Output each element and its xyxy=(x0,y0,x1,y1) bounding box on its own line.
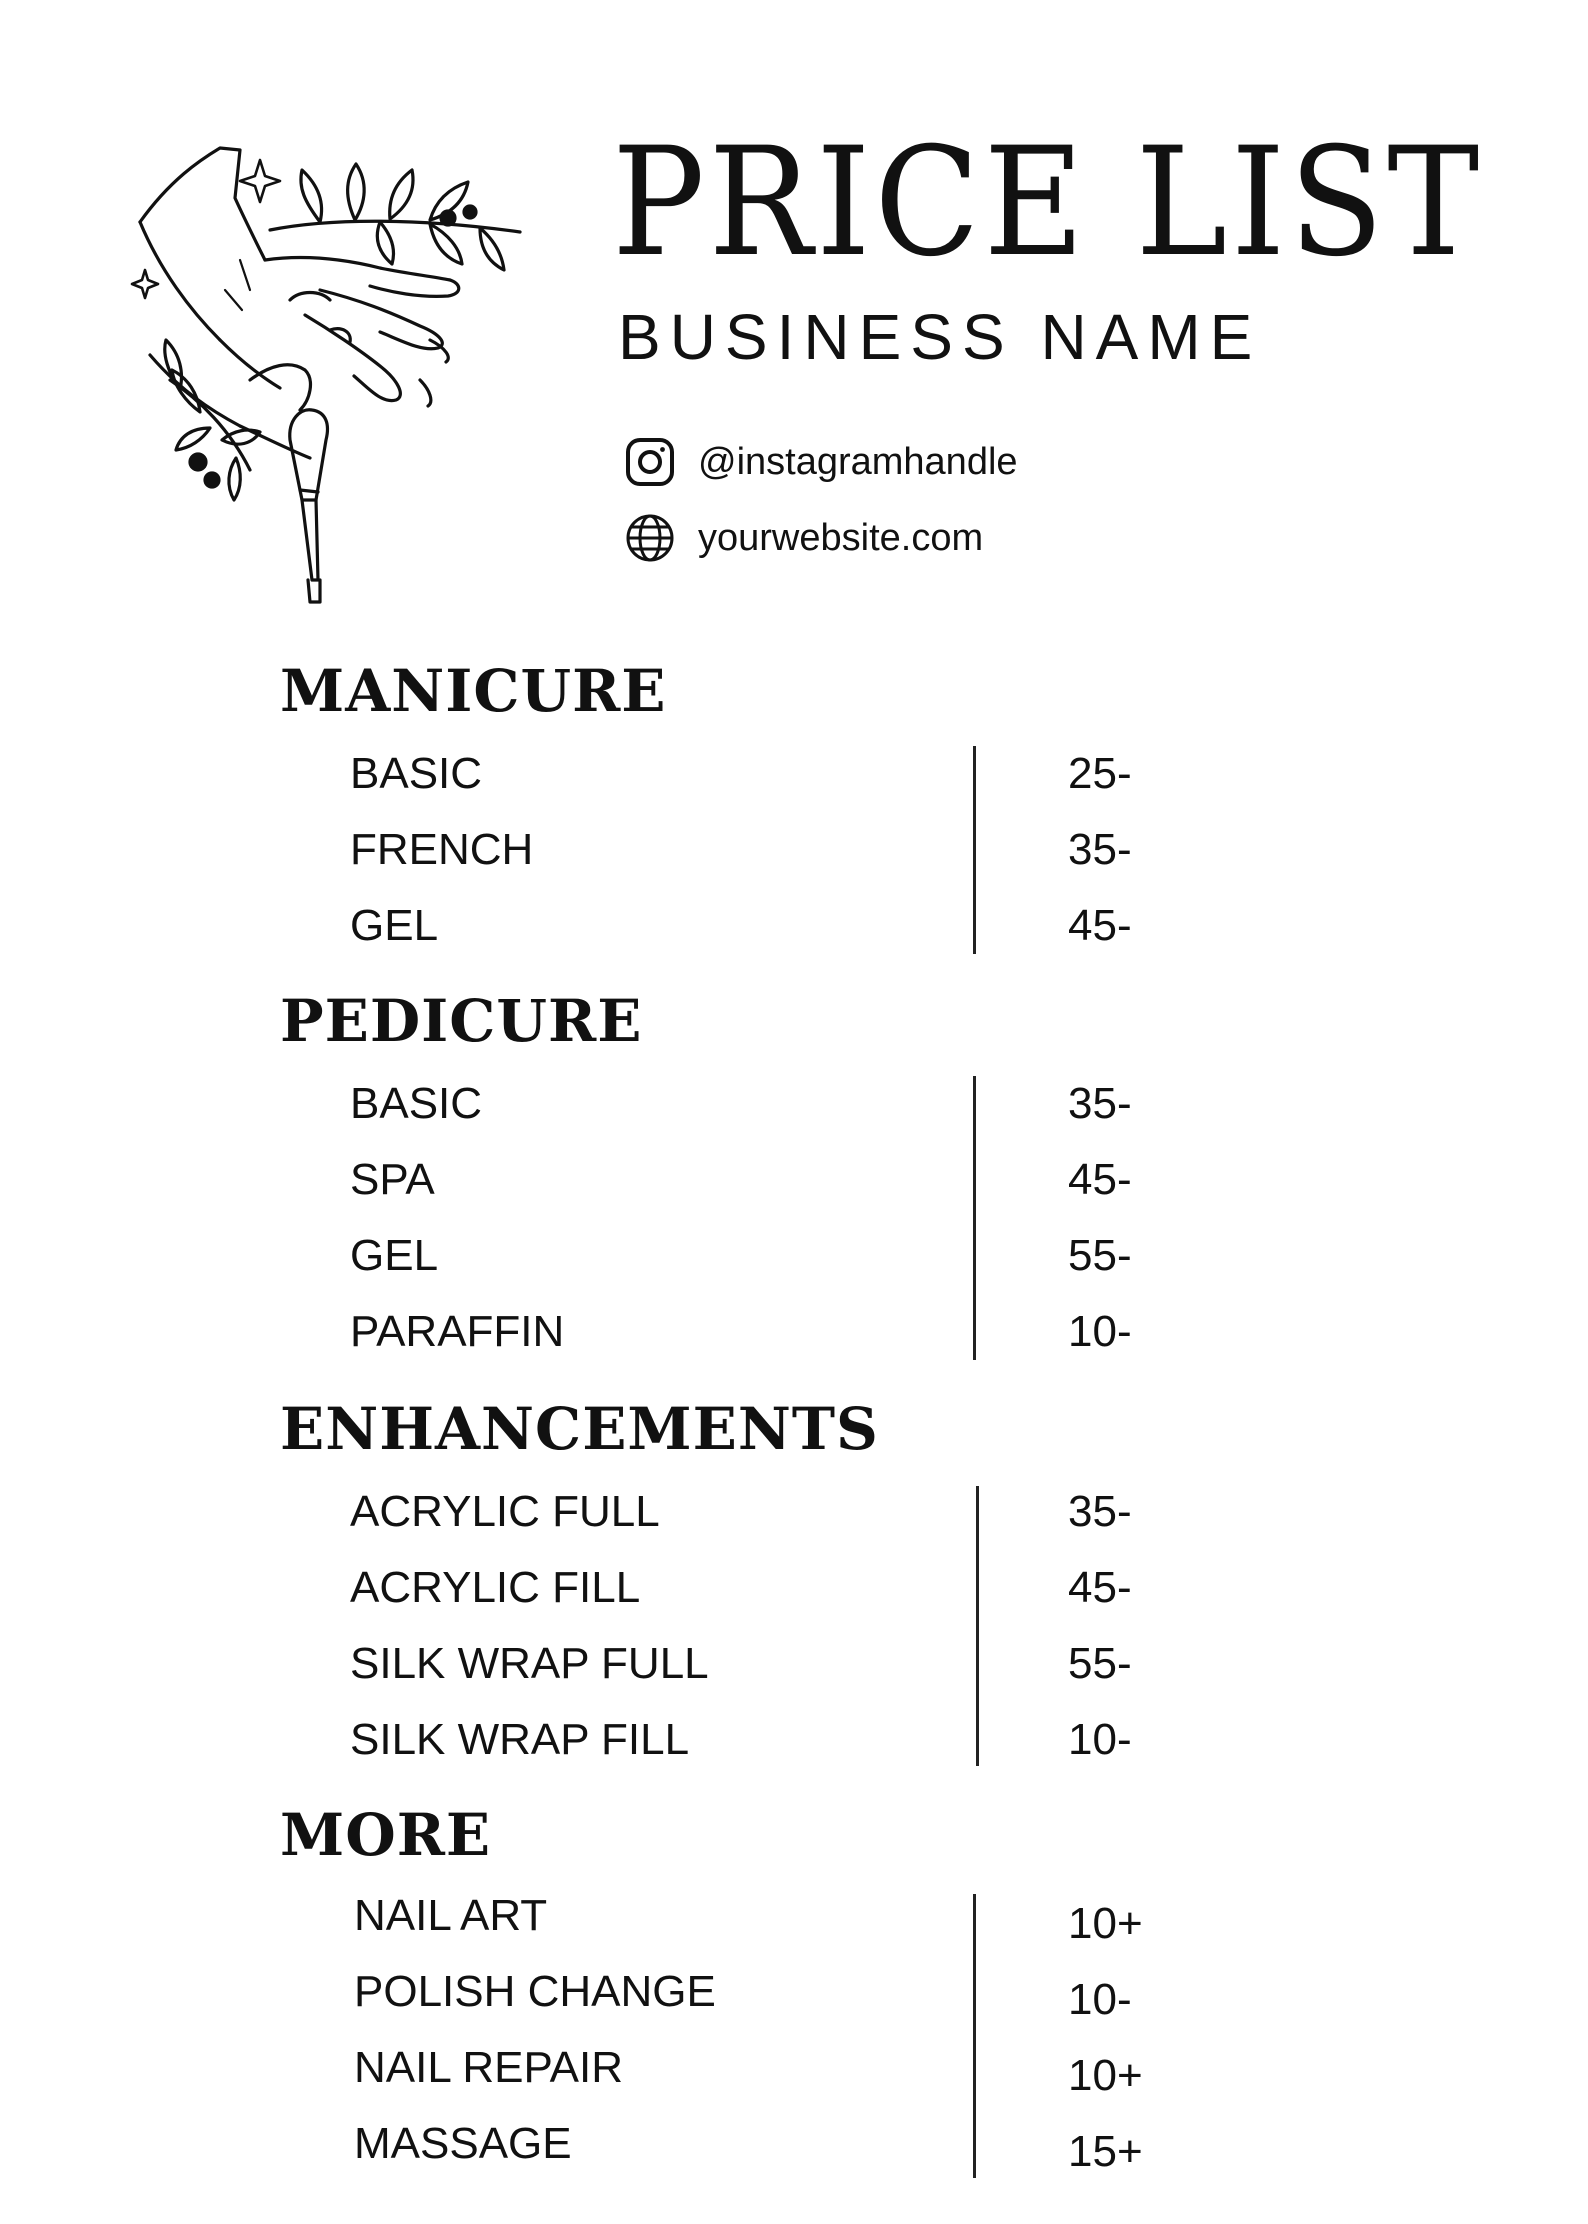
section-title: MANICURE xyxy=(280,657,667,725)
item-price: 15+ xyxy=(1068,2127,1143,2176)
section-more xyxy=(0,1800,1588,2180)
item-price: 10- xyxy=(1068,1307,1132,1356)
section-enhancements xyxy=(0,1394,1588,1774)
section-title: ENHANCEMENTS xyxy=(280,1395,879,1463)
price-item xyxy=(0,1302,1588,1362)
price-item xyxy=(0,820,1588,880)
item-name: SILK WRAP FULL xyxy=(350,1639,709,1688)
price-item xyxy=(0,744,1588,804)
item-name: MASSAGE xyxy=(354,2119,572,2168)
item-price: 55- xyxy=(1068,1231,1132,1280)
price-item xyxy=(0,1074,1588,1134)
price-item xyxy=(0,896,1588,956)
price-item xyxy=(0,1710,1588,1770)
business-name: BUSINESS NAME xyxy=(618,301,1262,373)
price-item xyxy=(0,1886,1588,1946)
item-name: NAIL REPAIR xyxy=(354,2043,623,2092)
item-name: NAIL ART xyxy=(354,1891,548,1940)
item-price: 35- xyxy=(1068,825,1132,874)
item-price: 35- xyxy=(1068,1079,1132,1128)
item-price: 10+ xyxy=(1068,1899,1143,1948)
price-item xyxy=(0,1150,1588,1210)
price-item xyxy=(0,1962,1588,2022)
price-item xyxy=(0,2038,1588,2098)
item-price: 35- xyxy=(1068,1487,1132,1536)
instagram-icon xyxy=(622,434,678,490)
instagram-handle: @instagramhandle xyxy=(698,440,1018,483)
nail-polish-hand-illustration xyxy=(130,140,570,620)
item-name: SILK WRAP FILL xyxy=(350,1715,690,1764)
item-name: PARAFFIN xyxy=(350,1307,565,1356)
globe-icon xyxy=(622,510,678,566)
page-title: PRICE LIST xyxy=(612,116,1484,290)
section-manicure xyxy=(0,656,1588,956)
item-price: 25- xyxy=(1068,749,1132,798)
section-title: PEDICURE xyxy=(280,987,643,1055)
item-price: 10- xyxy=(1068,1975,1132,2024)
item-price: 10- xyxy=(1068,1715,1132,1764)
instagram-contact[interactable] xyxy=(622,432,1018,492)
item-name: ACRYLIC FULL xyxy=(350,1487,660,1536)
item-name: GEL xyxy=(350,901,439,950)
item-price: 45- xyxy=(1068,1155,1132,1204)
item-price: 10+ xyxy=(1068,2051,1143,2100)
website-url: yourwebsite.com xyxy=(698,516,984,559)
item-name: BASIC xyxy=(350,1079,483,1128)
price-item xyxy=(0,1558,1588,1618)
item-name: BASIC xyxy=(350,749,483,798)
item-name: FRENCH xyxy=(350,825,534,874)
item-name: GEL xyxy=(350,1231,439,1280)
item-name: POLISH CHANGE xyxy=(354,1967,716,2016)
section-title: MORE xyxy=(280,1801,492,1869)
price-item xyxy=(0,1226,1588,1286)
item-price: 45- xyxy=(1068,1563,1132,1612)
item-price: 55- xyxy=(1068,1639,1132,1688)
section-pedicure xyxy=(0,986,1588,1366)
price-item xyxy=(0,1634,1588,1694)
website-contact[interactable] xyxy=(622,508,983,568)
item-name: ACRYLIC FILL xyxy=(350,1563,641,1612)
price-item xyxy=(0,1482,1588,1542)
item-name: SPA xyxy=(350,1155,435,1204)
item-price: 45- xyxy=(1068,901,1132,950)
price-item xyxy=(0,2114,1588,2174)
